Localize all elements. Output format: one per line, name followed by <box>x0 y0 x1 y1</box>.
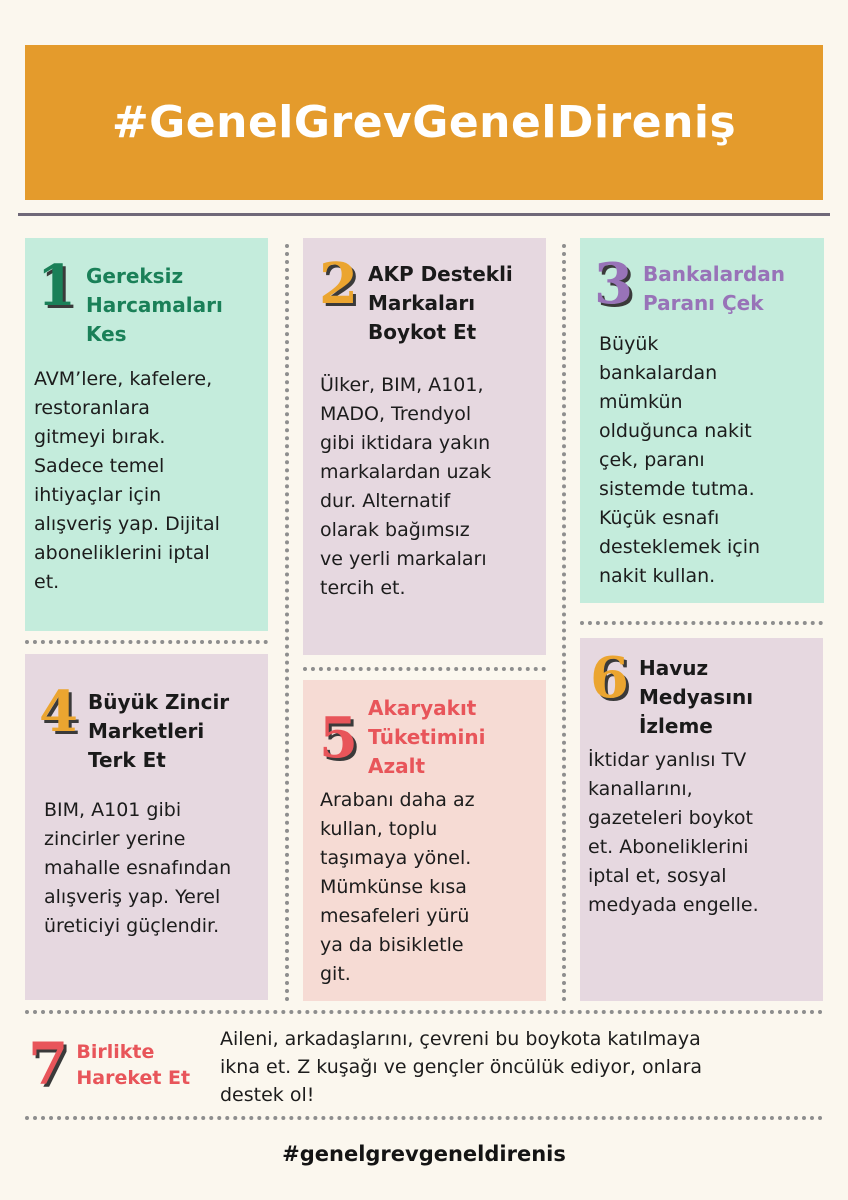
card-4-body-line: mahalle esnafından <box>44 857 232 879</box>
card-3-body-line: mümkün <box>599 391 683 413</box>
card-3-title-line: Paranı Çek <box>642 291 764 315</box>
card-2-body-line: ve yerli markaları <box>320 548 487 570</box>
card-6-number: 6 <box>590 645 629 711</box>
item-7-number: 7 <box>28 1030 69 1098</box>
footer-hashtag: #genelgrevgeneldirenis <box>282 1142 566 1166</box>
card-6-body-line: et. Aboneliklerini <box>588 836 749 858</box>
card-6-body-line: kanallarını, <box>588 778 693 800</box>
card-3 <box>580 238 824 603</box>
card-3-body-line: desteklemek için <box>599 536 761 558</box>
item-7-title-line: Birlikte <box>76 1041 155 1063</box>
card-6-body-line: İktidar yanlısı TV <box>588 749 747 771</box>
card-6-title-line: İzleme <box>638 714 713 738</box>
card-3-body-line: olduğunca nakit <box>599 420 752 442</box>
item-7-heading <box>28 1030 191 1098</box>
card-3-body-line: Büyük <box>599 333 659 355</box>
card-5-body-line: taşımaya yönel. <box>320 847 472 869</box>
card-2-body-line: Ülker, BIM, A101, <box>320 374 484 396</box>
card-6-body-line: iptal et, sosyal <box>588 865 727 887</box>
card-3-heading <box>594 251 786 318</box>
card-3-body-line: nakit kullan. <box>599 565 716 587</box>
card-5-heading <box>319 690 485 781</box>
card-1-title-line: Harcamaları <box>85 293 223 317</box>
row-divider-right <box>580 621 823 625</box>
card-4-title-line: Marketleri <box>87 719 205 743</box>
card-5-title <box>368 694 486 781</box>
card-4-title-line: Terk Et <box>87 748 166 772</box>
card-2-body-line: gibi iktidara yakın <box>320 432 491 454</box>
card-1-body-line: aboneliklerini iptal <box>34 542 210 564</box>
card-4-number: 4 <box>39 679 78 745</box>
bottom-divider-bottom <box>25 1116 823 1120</box>
item-7 <box>28 1025 823 1110</box>
row-divider-middle <box>303 667 546 671</box>
card-5-body-line: Mümkünse kısa <box>320 876 467 898</box>
card-1-body-line: gitmeyi bırak. <box>34 426 166 448</box>
card-2-body-line: markalardan uzak <box>320 461 492 483</box>
bottom-divider-top <box>25 1010 823 1014</box>
card-3-title-line: Bankalardan <box>642 262 786 286</box>
card-5-title-line: Azalt <box>367 754 425 778</box>
card-5-title-line: Akaryakıt <box>367 696 477 720</box>
card-1-body-line: et. <box>34 571 60 593</box>
card-2-heading <box>319 251 513 347</box>
card-2 <box>303 238 546 655</box>
card-3-title <box>643 260 785 318</box>
card-4-heading <box>39 679 230 775</box>
card-2-body-line: olarak bağımsız <box>320 519 470 541</box>
card-5-body-line: kullan, toplu <box>320 818 438 840</box>
row-divider-left <box>25 640 268 644</box>
item-7-body-line: destek ol! <box>220 1084 315 1106</box>
card-6-body-line: gazeteleri boykot <box>588 807 753 829</box>
card-1-body-line: alışveriş yap. Dijital <box>34 513 220 535</box>
card-1-title-line: Kes <box>85 322 127 346</box>
card-1-title <box>86 262 223 349</box>
card-4-title-line: Büyük Zincir <box>87 690 230 714</box>
card-2-body-line: tercih et. <box>320 577 406 599</box>
card-3-body-line: bankalardan <box>599 362 718 384</box>
header-title: #GenelGrevGenelDireniş <box>111 97 737 148</box>
card-6-body-line: medyada engelle. <box>588 894 759 916</box>
card-1-body-line: ihtiyaçlar için <box>34 484 162 506</box>
card-5-body-line: mesafeleri yürü <box>320 905 470 927</box>
card-1-body <box>34 365 220 597</box>
card-1-body-line: restoranlara <box>34 397 150 419</box>
card-3-body-line: sistemde tutma. <box>599 478 755 500</box>
card-6 <box>580 638 823 1001</box>
card-4-body-line: zincirler yerine <box>44 828 186 850</box>
card-2-body-line: MADO, Trendyol <box>320 403 472 425</box>
card-1-heading <box>37 253 223 349</box>
item-7-body-line: Aileni, arkadaşlarını, çevreni bu boykota katılmaya <box>220 1028 701 1050</box>
item-7-body-line: ikna et. Z kuşağı ve gençler öncülük ediyor, onlara <box>220 1056 703 1078</box>
column-divider-right <box>562 244 566 1002</box>
card-4 <box>25 654 268 1000</box>
card-6-heading <box>590 645 754 741</box>
card-6-body <box>588 746 759 920</box>
card-5-body-line: ya da bisikletle <box>320 934 464 956</box>
card-3-body-line: Küçük esnafı <box>599 507 720 529</box>
card-1-number: 1 <box>37 253 76 319</box>
item-7-title <box>76 1039 190 1091</box>
card-2-title-line: AKP Destekli <box>367 262 513 286</box>
card-3-body-line: çek, paranı <box>599 449 705 471</box>
card-4-title <box>88 688 229 775</box>
card-5-body-line: Arabanı daha az <box>320 789 475 811</box>
card-4-body <box>44 796 231 941</box>
item-7-body <box>220 1025 702 1109</box>
card-4-body-line: BIM, A101 gibi <box>44 799 182 821</box>
card-2-number: 2 <box>319 251 358 317</box>
card-3-body <box>599 330 760 591</box>
header-banner <box>25 45 823 200</box>
card-6-title-line: Medyasını <box>638 685 754 709</box>
header-divider <box>18 213 830 216</box>
card-5-body <box>320 786 475 989</box>
card-4-body-line: alışveriş yap. Yerel <box>44 886 221 908</box>
card-1-body-line: AVM’lere, kafelere, <box>34 368 213 390</box>
card-1 <box>25 238 268 631</box>
column-divider-left <box>285 244 289 1002</box>
card-6-title-line: Havuz <box>638 656 709 680</box>
card-2-title-line: Boykot Et <box>367 320 477 344</box>
card-2-title <box>368 260 513 347</box>
card-2-body <box>320 371 491 603</box>
card-2-title-line: Markaları <box>367 291 476 315</box>
card-5 <box>303 680 546 1001</box>
card-3-number: 3 <box>594 251 633 317</box>
card-5-number: 5 <box>319 705 358 771</box>
card-5-body-line: git. <box>320 963 351 985</box>
card-6-title <box>639 654 753 741</box>
card-2-body-line: dur. Alternatif <box>320 490 451 512</box>
item-7-title-line: Hareket Et <box>76 1067 191 1089</box>
card-1-body-line: Sadece temel <box>34 455 165 477</box>
card-5-title-line: Tüketimini <box>367 725 486 749</box>
card-4-body-line: üreticiyi güçlendir. <box>44 915 220 937</box>
card-1-title-line: Gereksiz <box>85 264 184 288</box>
